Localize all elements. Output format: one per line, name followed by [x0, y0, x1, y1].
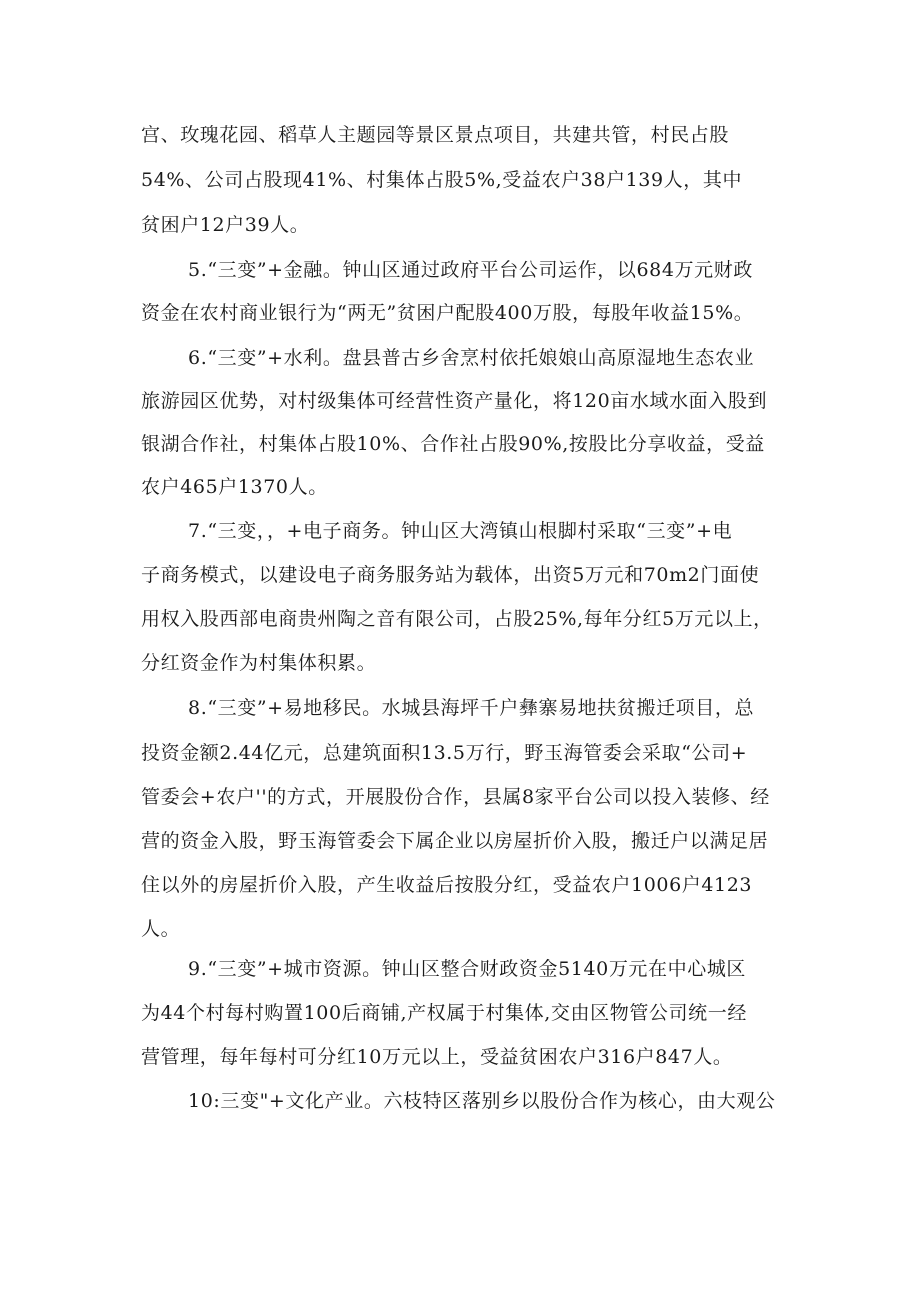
text-line: 人。 — [141, 918, 181, 940]
text-line: 旅游园区优势，对村级集体可经营性资产量化，将120亩水域水面入股到 — [141, 390, 768, 412]
paragraph-item-9-first-line: 9.“三变”+城市资源。钟山区整合财政资金5140万元在中心城区 — [188, 958, 747, 980]
text-line: 投资金额2.44亿元，总建筑面积13.5万行，野玉海管委会采取“公司+ — [141, 742, 748, 764]
text-line: 住以外的房屋折价入股，产生收益后按股分红，受益农户1006户4123 — [141, 874, 753, 896]
paragraph-item-8-first-line: 8.“三变”+易地移民。水城县海坪千户彝寨易地扶贫搬迁项目，总 — [188, 697, 755, 719]
paragraph-item-5-first-line: 5.“三变”+金融。钟山区通过政府平台公司运作，以684万元财政 — [188, 259, 753, 281]
text-line: 营管理，每年每村可分红10万元以上，受益贫困农户316户847人。 — [141, 1046, 733, 1068]
text-line: 贫困户12户39人。 — [141, 214, 310, 236]
paragraph-item-10-first-line: 10:三变"+文化产业。六枝特区落别乡以股份合作为核心，由大观公 — [188, 1090, 776, 1112]
text-line: 银湖合作社，村集体占股10%、合作社占股90%,按股比分享收益，受益 — [141, 433, 765, 455]
text-line: 为44个村每村购置100后商铺,产权属于村集体,交由区物管公司统一经 — [141, 1002, 747, 1024]
text-line: 54%、公司占股现41%、村集体占股5%,受益农户38户139人，其中 — [141, 169, 743, 191]
text-line: 资金在农村商业银行为“两无”贫困户配股400万股，每股年收益15%。 — [141, 302, 754, 324]
text-line: 子商务模式，以建设电子商务服务站为载体，出资5万元和70m2门面使 — [141, 564, 760, 586]
paragraph-item-7-first-line: 7.“三变，，+电子商务。钟山区大湾镇山根脚村采取“三变”+电 — [188, 520, 733, 542]
text-line: 分红资金作为村集体积累。 — [141, 652, 377, 674]
text-line: 管委会+农户''的方式，开展股份合作，县属8家平台公司以投入装修、经 — [141, 786, 770, 808]
text-line: 用权入股西部电商贵州陶之音有限公司，占股25%,每年分红5万元以上， — [141, 608, 773, 630]
text-line: 宫、玫瑰花园、稻草人主题园等景区景点项目，共建共管，村民占股 — [141, 124, 730, 146]
text-line: 农户465户1370人。 — [141, 476, 328, 498]
text-line: 营的资金入股，野玉海管委会下属企业以房屋折价入股，搬迁户以满足居 — [141, 830, 769, 852]
paragraph-item-6-first-line: 6.“三变”+水利。盘县普古乡舍烹村依托娘娘山高原湿地生态农业 — [188, 347, 755, 369]
